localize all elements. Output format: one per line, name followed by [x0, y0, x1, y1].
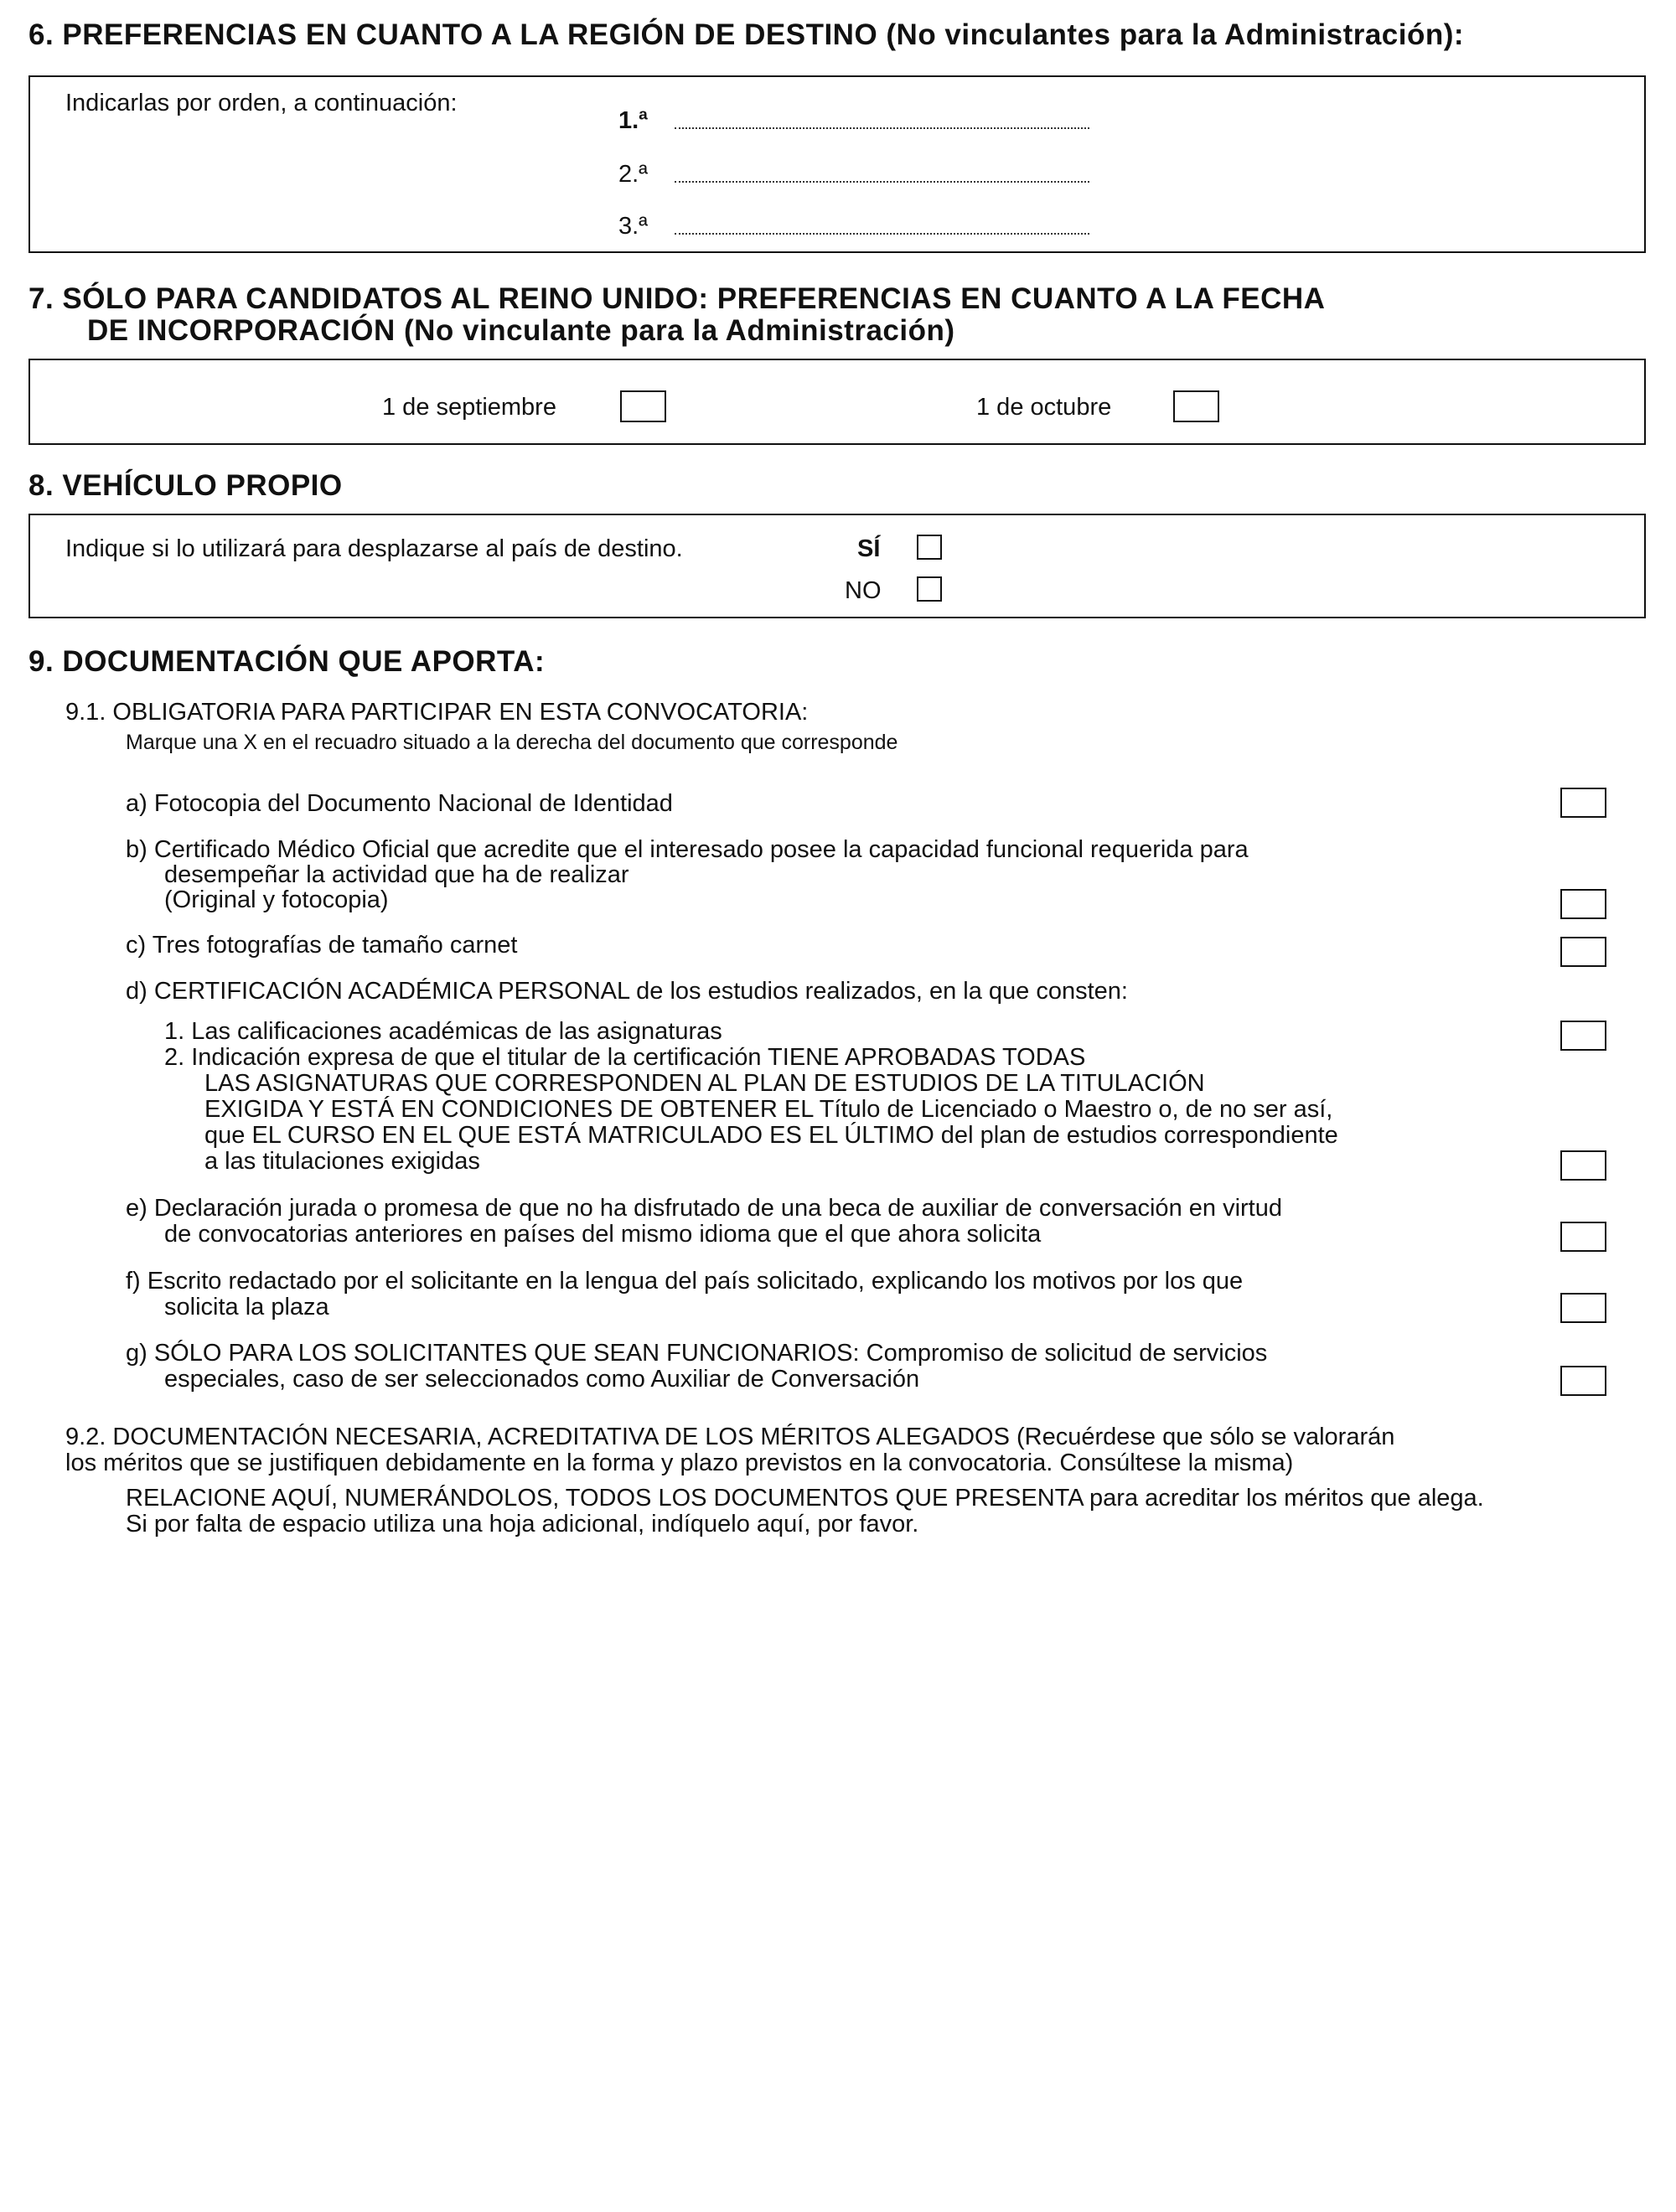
doc-g-checkbox[interactable] [1560, 1366, 1606, 1396]
doc-a-text: a) Fotocopia del Documento Nacional de Identidad [126, 790, 673, 817]
subsection-9-1-note: Marque una X en el recuadro situado a la derecha del documento que corresponde [126, 731, 898, 754]
option-october-checkbox[interactable] [1173, 390, 1219, 422]
doc-f-checkbox[interactable] [1560, 1293, 1606, 1323]
section-7-heading-line-2: DE INCORPORACIÓN (No vinculante para la Administración) [87, 314, 955, 347]
doc-g-line-1: g) SÓLO PARA LOS SOLICITANTES QUE SEAN FUNCIONARIOS: Compromiso de solicitud de servicios [126, 1340, 1268, 1367]
vehicle-no-checkbox[interactable] [917, 576, 942, 602]
vehicle-yes-label: SÍ [857, 535, 881, 562]
region-pref-field-2[interactable] [675, 181, 1089, 183]
doc-d-item-2-line-3: EXIGIDA Y ESTÁ EN CONDICIONES DE OBTENER EL Título de Licenciado o Maestro o, de no ser así, [204, 1096, 1333, 1123]
section-7-heading-line-1: 7. SÓLO PARA CANDIDATOS AL REINO UNIDO: PREFERENCIAS EN CUANTO A LA FECHA [28, 282, 1326, 315]
region-pref-label-2: 2.ª [618, 161, 648, 188]
subsection-9-2-line-4: Si por falta de espacio utiliza una hoja adicional, indíquelo aquí, por favor. [126, 1511, 919, 1538]
option-september-checkbox[interactable] [620, 390, 666, 422]
doc-d-item-2-line-2: LAS ASIGNATURAS QUE CORRESPONDEN AL PLAN DE ESTUDIOS DE LA TITULACIÓN [204, 1070, 1205, 1097]
doc-g-line-2: especiales, caso de ser seleccionados como Auxiliar de Conversación [164, 1366, 920, 1393]
section-7-box [28, 359, 1646, 445]
doc-d-item-2-line-4: que EL CURSO EN EL QUE ESTÁ MATRICULADO ES EL ÚLTIMO del plan de estudios correspondiente [204, 1122, 1338, 1149]
doc-e-line-1: e) Declaración jurada o promesa de que no ha disfrutado de una beca de auxiliar de conversación en virtud [126, 1195, 1282, 1222]
region-pref-field-1[interactable] [675, 127, 1089, 129]
doc-b-line-2: desempeñar la actividad que ha de realizar [164, 861, 629, 888]
doc-e-checkbox[interactable] [1560, 1222, 1606, 1252]
doc-c-text: c) Tres fotografías de tamaño carnet [126, 932, 518, 959]
option-october-label: 1 de octubre [976, 394, 1112, 421]
doc-f-line-1: f) Escrito redactado por el solicitante en la lengua del país solicitado, explicando los motivos por los que [126, 1268, 1244, 1295]
doc-b-checkbox[interactable] [1560, 889, 1606, 919]
section-8-heading: 8. VEHÍCULO PROPIO [28, 469, 343, 502]
vehicle-yes-checkbox[interactable] [917, 535, 942, 560]
subsection-9-1-title: 9.1. OBLIGATORIA PARA PARTICIPAR EN ESTA CONVOCATORIA: [65, 699, 809, 726]
doc-b-line-1: b) Certificado Médico Oficial que acredite que el interesado posee la capacidad funcional requerida para [126, 836, 1249, 863]
doc-d-item-2-line-1: 2. Indicación expresa de que el titular de la certificación TIENE APROBADAS TODAS [164, 1044, 1086, 1071]
region-pref-label-1: 1.ª [618, 107, 648, 134]
doc-a-checkbox[interactable] [1560, 788, 1606, 818]
section-8-box [28, 514, 1646, 618]
doc-f-line-2: solicita la plaza [164, 1294, 329, 1320]
section-6-heading: 6. PREFERENCIAS EN CUANTO A LA REGIÓN DE DESTINO (No vinculantes para la Administración): [28, 18, 1465, 51]
doc-b-line-3: (Original y fotocopia) [164, 886, 389, 913]
subsection-9-2-line-2: los méritos que se justifiquen debidamente en la forma y plazo previstos en la convocatoria. Consúltese la misma) [65, 1450, 1294, 1476]
vehicle-no-label: NO [845, 577, 882, 604]
doc-d-item-2-line-5: a las titulaciones exigidas [204, 1148, 480, 1175]
subsection-9-2-line-1: 9.2. DOCUMENTACIÓN NECESARIA, ACREDITATIVA DE LOS MÉRITOS ALEGADOS (Recuérdese que sólo se valorarán [65, 1424, 1395, 1450]
doc-d2-checkbox[interactable] [1560, 1150, 1606, 1181]
option-september-label: 1 de septiembre [382, 394, 556, 421]
vehicle-question: Indique si lo utilizará para desplazarse al país de destino. [65, 535, 683, 562]
doc-d-item-1: 1. Las calificaciones académicas de las asignaturas [164, 1018, 722, 1045]
doc-d-text: d) CERTIFICACIÓN ACADÉMICA PERSONAL de los estudios realizados, en la que consten: [126, 978, 1128, 1005]
doc-c-checkbox[interactable] [1560, 937, 1606, 967]
section-9-heading: 9. DOCUMENTACIÓN QUE APORTA: [28, 645, 546, 678]
doc-d1-checkbox[interactable] [1560, 1021, 1606, 1051]
subsection-9-2-line-3: RELACIONE AQUÍ, NUMERÁNDOLOS, TODOS LOS DOCUMENTOS QUE PRESENTA para acreditar los méritos que alega. [126, 1485, 1484, 1512]
doc-e-line-2: de convocatorias anteriores en países del mismo idioma que el que ahora solicita [164, 1221, 1042, 1248]
region-pref-field-3[interactable] [675, 233, 1089, 235]
region-pref-label-3: 3.ª [618, 213, 648, 240]
region-instruction: Indicarlas por orden, a continuación: [65, 90, 458, 116]
